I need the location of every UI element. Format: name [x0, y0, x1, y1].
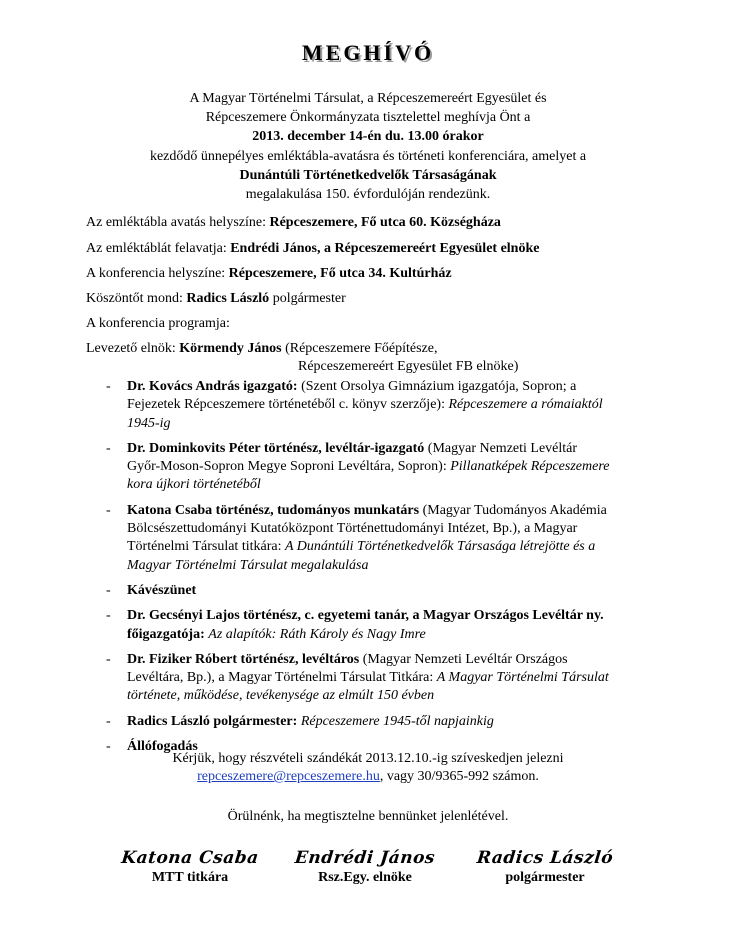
signature-block: [110, 848, 270, 886]
signature: Katona Csaba: [120, 848, 260, 868]
signature-title: Rsz.Egy. elnöke: [318, 870, 412, 885]
page-title: MEGHÍVÓ: [301, 40, 435, 65]
chair-line-2: Répceszemereért Egyesület FB elnöke): [298, 359, 519, 374]
closing-thanks: Örülnénk, ha megtisztelne bennünket jelenlétével.: [227, 809, 509, 824]
intro-line: A Magyar Történelmi Társulat, a Répceszemereért Egyesület és: [189, 91, 547, 106]
signature-block: [465, 848, 625, 886]
event-date: 2013. december 14-én du. 13.00 órakor: [252, 129, 484, 145]
signature-title: MTT titkára: [151, 870, 229, 885]
signature-title: polgármester: [505, 870, 585, 885]
greeting-speaker: Köszöntőt mond: Radics László polgármester: [86, 291, 346, 306]
conference-venue: A konferencia helyszíne: Répceszemere, Fő utca 34. Kultúrház: [86, 266, 452, 281]
intro-line: kezdődő ünnepélyes emléktábla-avatásra és történeti konferenciára, amelyet a: [149, 148, 587, 164]
program-item: - Dr. Fiziker Róbert történész, levéltáros (Magyar Nemzeti Levéltár Országos Levéltára, Bp.), a Magyar Történelmi Társulat Titkára: A Magyar Történelmi Társulat története, működése, tevékenysége az elmúlt 150 évben: [106, 651, 609, 704]
program-item: - Kávészünet: [106, 582, 197, 598]
plaque-venue: Az emléktábla avatás helyszíne: Répceszemere, Fő utca 60. Községháza: [86, 215, 501, 230]
rsvp-line: Kérjük, hogy részvételi szándékát 2013.12.10.-ig szíveskedjen jelezni: [172, 751, 564, 766]
society-name: Dunántúli Történetkedvelők Társaságának: [239, 167, 497, 183]
rsvp-contact: repceszemere@repceszemere.hu, vagy 30/9365-992 számon.: [197, 769, 539, 784]
signature: Endrédi János: [293, 848, 437, 868]
chair-line: Levezető elnök: Körmendy János (Répceszemere Főépítésze,: [86, 341, 438, 356]
intro-line: Répceszemere Önkormányzata tisztelettel meghívja Önt a: [205, 110, 531, 126]
program-item: - Dr. Kovács András igazgató: (Szent Orsolya Gimnázium igazgatója, Sopron; a Fejezetek Répceszemere történetéből c. könyv szerzője): Répceszemere a rómaiaktól 1945-ig: [106, 379, 603, 431]
plaque-unveiler: Az emléktáblát felavatja: Endrédi János, a Répceszemereért Egyesület elnöke: [86, 241, 540, 256]
intro-line: megalakulása 150. évfordulóján rendezünk.: [245, 187, 491, 203]
signature: Radics László: [475, 848, 615, 868]
program-list: [86, 378, 666, 756]
signature-block: [285, 848, 445, 886]
program-item: - Katona Csaba történész, tudományos munkatárs (Magyar Tudományos Akadémia Bölcsészettudományi Kutatóközpont Történettudományi Intézet, Bp.), a Magyar Történelmi Társulat titkára: A Dunántúli Történetkedvelők Társasága létrejötte és a Magyar Történelmi Társulat megalakulása: [106, 502, 607, 573]
intro-block: [100, 89, 636, 204]
program-item: - Radics László polgármester: Répceszemere 1945-től napjainkig: [106, 713, 494, 729]
program-heading: A konferencia programja:: [86, 316, 230, 331]
program-item: - Dr. Gecsényi Lajos történész, c. egyetemi tanár, a Magyar Országos Levéltár ny. főigazgatója: Az alapítók: Ráth Károly és Nagy Imre: [106, 608, 604, 642]
email-link[interactable]: repceszemere@repceszemere.hu: [197, 769, 380, 784]
program-item: - Dr. Dominkovits Péter történész, levéltár-igazgató (Magyar Nemzeti Levéltár Győr-Moson-Sopron Megye Soproni Levéltára, Sopron): Pillanatképek Répceszemere kora újkori történetéből: [106, 440, 610, 493]
program-item: - Állófogadás: [106, 739, 198, 755]
